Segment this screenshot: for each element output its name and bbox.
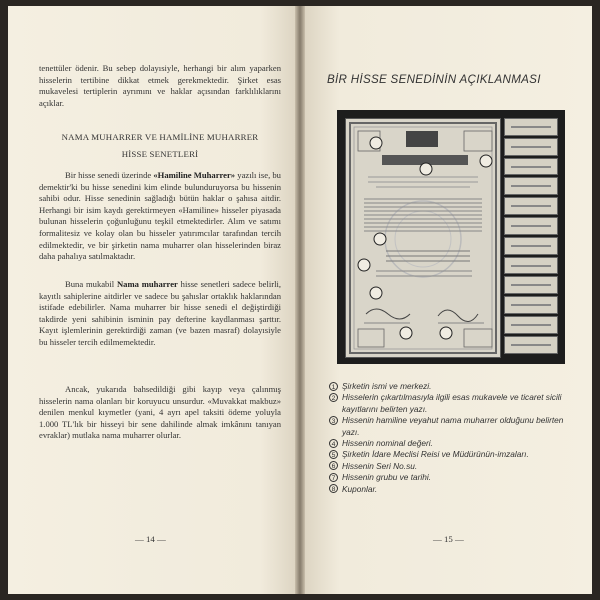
coupon [504,177,558,195]
legend-text: Hissenin hamiline veyahut nama muharrer olduğunu belirten yazı. [342,415,564,437]
left-page [8,6,295,594]
coupon [504,197,558,215]
certificate-legend [329,381,579,495]
share-certificate-graphic [346,119,500,357]
coupon [504,257,558,275]
coupon [504,276,558,294]
legend-item [329,381,579,392]
circled-number: 4 [329,439,338,448]
section-heading-line2: HİSSE SENETLERİ [121,149,199,159]
share-certificate-photo [337,110,565,364]
page-title: BİR HİSSE SENEDİNİN AÇIKLANMASI [327,73,541,86]
legend-text: Hissenin nominal değeri. [342,438,433,449]
book-gutter [295,6,305,594]
coupon-strip [504,118,558,356]
legend-item [329,392,579,415]
hamiline-paragraph: Bir hisse senedi üzerinde «Hamiline Muharrer» yazılı ise, bu demektir'ki bu hisse senedini kim elinde bulunduruyorsa bu hissenin sahibi odur. Hisse senedinin sağladığı bütün haklar o şahısa aitdir. Herhangi bir isim kaydı gerektirmeyen «Hamiline» hisseler piyasada bulunan hisselerin çoğunluğunu teşkil etmektedirler. Alım ve satımı formalitesiz ve kolay olan bu hisseler yatırımcılar tarafından tercih edilmektedir, ve bir şirketin nama muharrer olan hisselerinden biraz daha pahalıya satılmaktadır. [39,170,281,262]
coupon [504,316,558,334]
circled-number: 6 [329,461,338,470]
share-certificate [345,118,501,358]
coupon [504,158,558,176]
nama-paragraph: Buna mukabil Nama muharrer hisse senetleri sadece belirli, kayıtlı sahiplerine aitdirler ve sadece bu şahıslar ortaklık haklarından istifade edebilirler. Nama muharrer bir hisse senedi el değiştirdiği takdirde yeni sahibinin isminin pay defterine kaydlanması şarttır. Kayıt işlemlerinin gerektirdiği zaman (ve bazen masraf) dolayısiyle bu hisseler tercih edilmemektedir. [39,279,281,347]
circled-number: 3 [329,416,338,425]
coupon [504,138,558,156]
circled-number: 1 [329,382,338,391]
legend-item [329,472,579,483]
legend-item [329,449,579,460]
coupon [504,237,558,255]
legend-text: Hissenin grubu ve tarihi. [342,472,432,483]
section-heading-line1: NAMA MUHARRER VE HAMİLİNE MUHARRER [61,132,259,142]
right-page [305,6,592,594]
legend-item [329,415,579,438]
coupon [504,336,558,354]
circled-number: 7 [329,473,338,482]
coupon [504,217,558,235]
legend-text: Şirketin ismi ve merkezi. [342,381,432,391]
legend-item [329,484,579,495]
page-number-left: — 14 — [135,534,166,544]
coupon [504,296,558,314]
legend-text: Hisselerin çıkartılmasıyla ilgili esas mukavele ve ticaret sicili kayıtlarını belirten yazı. [342,392,562,414]
muvakkat-paragraph: Ancak, yukarıda bahsedildiği gibi kayıp veya çalınmış hisselerin nama olanları bir koruyucu unsurdur. «Muvakkat makbuz» denilen menkul kıymetler (yani, 4 ayrı apel taksiti ödeme yoluyla 1.000 TL'lık bir hisseyi bir sene dahilinde almak imkânını tanıyan evraklar) mutlaka nama muharrer olurlar. [39,384,281,441]
intro-paragraph: tenettüler ödenir. Bu sebep dolayısiyle, herhangi bir alım yaparken hisselerin tertibine dikkat etmek gerekmektedir. Şirket esas mukavelesi tertiplerin ayrımını ve haklar açısından farklılıklarını açıklar. [39,63,281,108]
circled-number: 5 [329,450,338,459]
page-number-right: — 15 — [433,534,464,544]
legend-text: Şirketin İdare Meclisi Reisi ve Müdürünün-imzaları. [342,449,529,460]
coupon [504,118,558,136]
legend-item [329,461,579,472]
legend-item [329,438,579,449]
circled-number: 2 [329,393,338,402]
legend-text: Kuponlar. [342,483,378,494]
circled-number: 8 [329,484,338,493]
legend-text: Hissenin Seri No.su. [342,460,418,471]
